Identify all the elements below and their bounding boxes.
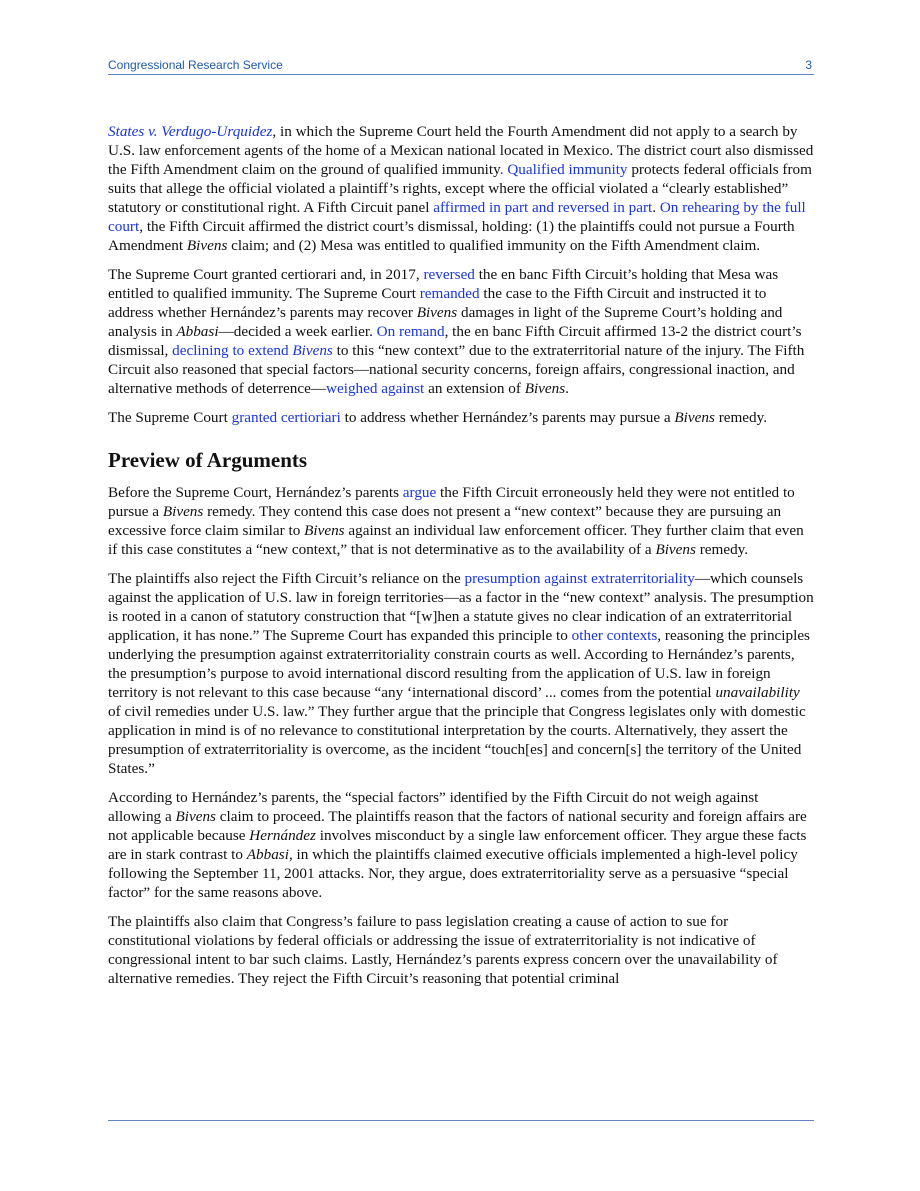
document-body [108, 122, 814, 998]
link-qualified-immunity[interactable]: Qualified immunity [507, 161, 628, 178]
link-presumption-against-extraterritoriality[interactable]: presumption against extraterritoriality [464, 570, 695, 587]
link-granted-certiorari[interactable]: granted certioriari [231, 409, 341, 426]
paragraph-5: The plaintiffs also reject the Fifth Circuit’s reliance on the presumption against extraterritoriality—which counsels against the application of U.S. law in foreign territories—as a factor in the “new context” analysis. The presumption is rooted in a canon of statutory construction that “[w]hen a statute gives no clear indication of an extraterritorial application, it has none.” The Supreme Court has expanded this principle to other contexts, reasoning the principles underlying the presumption against extraterritoriality constrain courts as well. According to Hernández’s parents, the presumption’s purpose to avoid international discord resulting from the application of U.S. law in foreign territory is not relevant to this case because “any ‘international discord’ ... comes from the potential unavailability of civil remedies under U.S. law.” They further argue that the principle that Congress legislates only with domestic application in mind is of no relevance to constitutional interpretation by the courts. Alternatively, they assert the presumption of extraterritoriality is overcome, as the incident “touch[es] and concern[s] the territory of the United States.” [108, 570, 814, 777]
paragraph-4: Before the Supreme Court, Hernández’s parents argue the Fifth Circuit erroneously held they were not entitled to pursue a Bivens remedy. They contend this case does not present a “new context” because they are pursuing an excessive force claim similar to Bivens against an individual law enforcement officer. They further claim that even if this case constitutes a “new context,” that is not determinative as to the availability of a Bivens remedy. [108, 484, 804, 558]
link-reversed[interactable]: reversed [423, 266, 475, 283]
link-declining-to-extend[interactable]: declining to extend Bivens [172, 342, 333, 359]
page-number: 3 [805, 58, 812, 72]
link-argue[interactable]: argue [402, 484, 437, 501]
page-header [108, 58, 814, 72]
paragraph-7: The plaintiffs also claim that Congress’s failure to pass legislation creating a cause of action to sue for constitutional violations by federal officials or addressing the issue of extraterritoriality is not indicative of congressional intent to bar such claims. Lastly, Hernández’s parents express concern over the unavailability of alternative remedies. They reject the Fifth Circuit’s reasoning that potential criminal [108, 913, 778, 987]
paragraph-2: The Supreme Court granted certiorari and, in 2017, reversed the en banc Fifth Circuit’s holding that Mesa was entitled to qualified immunity. The Supreme Court remanded the case to the Fifth Circuit and instructed it to address whether Hernández’s parents may recover Bivens damages in light of the Supreme Court’s holding and analysis in Abbasi—decided a week earlier. On remand, the en banc Fifth Circuit affirmed 13-2 the district court’s dismissal, declining to extend Bivens to this “new context” due to the extraterritorial nature of the injury. The Fifth Circuit also reasoned that special factors—national security concerns, foreign affairs, congressional inaction, and alternative methods of deterrence—weighed against an extension of Bivens. [108, 266, 805, 397]
link-on-remand[interactable]: On remand [376, 323, 445, 340]
section-heading: Preview of Arguments [108, 448, 308, 472]
link-verdugo-urquidez[interactable]: States v. Verdugo-Urquidez [108, 123, 273, 140]
paragraph-6: According to Hernández’s parents, the “special factors” identified by the Fifth Circuit do not weigh against allowing a Bivens claim to proceed. The plaintiffs reason that the factors of national security and foreign affairs are not applicable because Hernández involves misconduct by a single law enforcement officer. They argue these facts are in stark contrast to Abbasi, in which the plaintiffs claimed executive officials implemented a high-level policy following the September 11, 2001 attacks. Nor, they argue, does extraterritoriality serve as a persuasive “special factor” for the same reasons above. [108, 789, 807, 901]
header-divider [108, 74, 814, 75]
footer-divider [108, 1120, 814, 1121]
paragraph-3: The Supreme Court granted certioriari to address whether Hernández’s parents may pursue a Bivens remedy. [108, 409, 768, 426]
link-weighed-against[interactable]: weighed against [326, 380, 425, 397]
link-other-contexts[interactable]: other contexts [571, 627, 658, 644]
link-period[interactable]: . [499, 161, 504, 178]
paragraph-1: States v. Verdugo-Urquidez, in which the Supreme Court held the Fourth Amendment did not apply to a search by U.S. law enforcement agents of the home of a Mexican national located in Mexico. The district court also dismissed the Fifth Amendment claim on the ground of qualified immunity. Qualified immunity protects federal officials from suits that allege the official violated a plaintiff’s rights, except where the official violated a “clearly established” statutory or constitutional right. A Fifth Circuit panel affirmed in part and reversed in part. On rehearing by the full court, the Fifth Circuit affirmed the district court’s dismissal, holding: (1) the plaintiffs could not pursue a Fourth Amendment Bivens claim; and (2) Mesa was entitled to qualified immunity on the Fifth Amendment claim. [108, 123, 814, 254]
link-remanded[interactable]: remanded [419, 285, 480, 302]
link-affirmed-in-part[interactable]: affirmed in part and reversed in part [433, 199, 653, 216]
header-title: Congressional Research Service [108, 58, 283, 72]
link-rehearing[interactable]: On rehearing by the full court [108, 199, 806, 235]
